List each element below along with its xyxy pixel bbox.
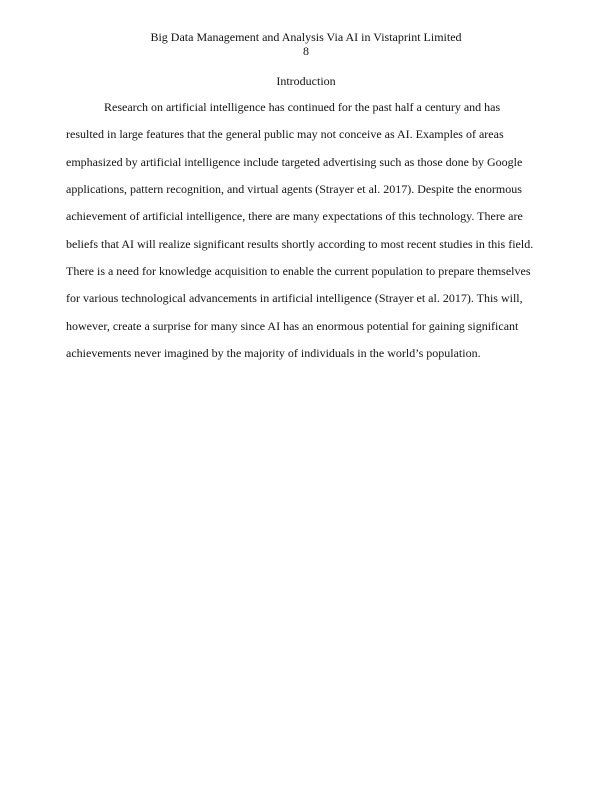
paragraph-line: Research on artificial intelligence has continued for the past half a century and has [104,100,501,114]
paragraph-line: beliefs that AI will realize significant results shortly according to most recent studies in this field. [66,236,534,251]
page-number: 8 [303,43,309,58]
paragraph-line: achievements never imagined by the majority of individuals in the world’s population. [66,345,481,360]
page-header [0,31,612,58]
paragraph-line: however, create a surprise for many since AI has an enormous potential for gaining significant [66,318,519,333]
running-head: Big Data Management and Analysis Via AI in Vistaprint Limited [150,30,462,44]
section-heading: Introduction [276,74,336,88]
paragraph-line: achievement of artificial intelligence, there are many expectations of this technology. There are [66,209,523,224]
paragraph-line: emphasized by artificial intelligence include targeted advertising such as those done by Google [66,154,523,169]
paragraph-line: resulted in large features that the general public may not conceive as AI. Examples of areas [66,127,504,142]
paragraph-line: There is a need for knowledge acquisition to enable the current population to prepare themselves [66,263,531,278]
paragraph-line: for various technological advancements in artificial intelligence (Strayer et al. 2017). This will, [66,291,523,306]
paragraph-line: applications, pattern recognition, and virtual agents (Strayer et al. 2017). Despite the enormous [66,181,522,196]
body-paragraph [66,94,566,367]
